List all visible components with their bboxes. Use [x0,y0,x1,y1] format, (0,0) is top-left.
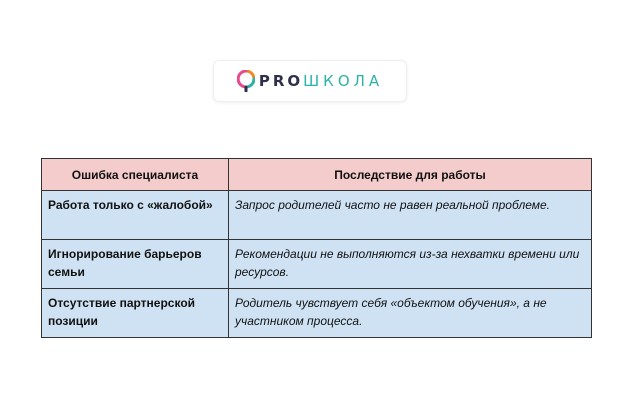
errors-table [41,158,592,338]
proshkola-logo [213,60,407,102]
errors-table-container [41,158,591,338]
header-consequence: Последствие для работы [229,159,592,191]
cell-error: Работа только с «жалобой» [42,191,229,240]
logo-wordmark [259,72,383,90]
cell-error: Отсутствие партнерской позиции [42,289,229,338]
logo-pro-text: PRO [258,72,304,90]
table-row [42,191,592,240]
location-pin-icon [237,70,255,92]
cell-consequence: Рекомендации не выполняются из-за нехватки времени или ресурсов. [229,240,592,289]
cell-error: Игнорирование барьеров семьи [42,240,229,289]
table-header-row [42,159,592,191]
header-error: Ошибка специалиста [42,159,229,191]
table-row [42,240,592,289]
table-row [42,289,592,338]
logo-shkola-text: ШКОЛА [303,72,384,90]
cell-consequence: Родитель чувствует себя «объектом обучения», а не участником процесса. [229,289,592,338]
cell-consequence: Запрос родителей часто не равен реальной проблеме. [229,191,592,240]
